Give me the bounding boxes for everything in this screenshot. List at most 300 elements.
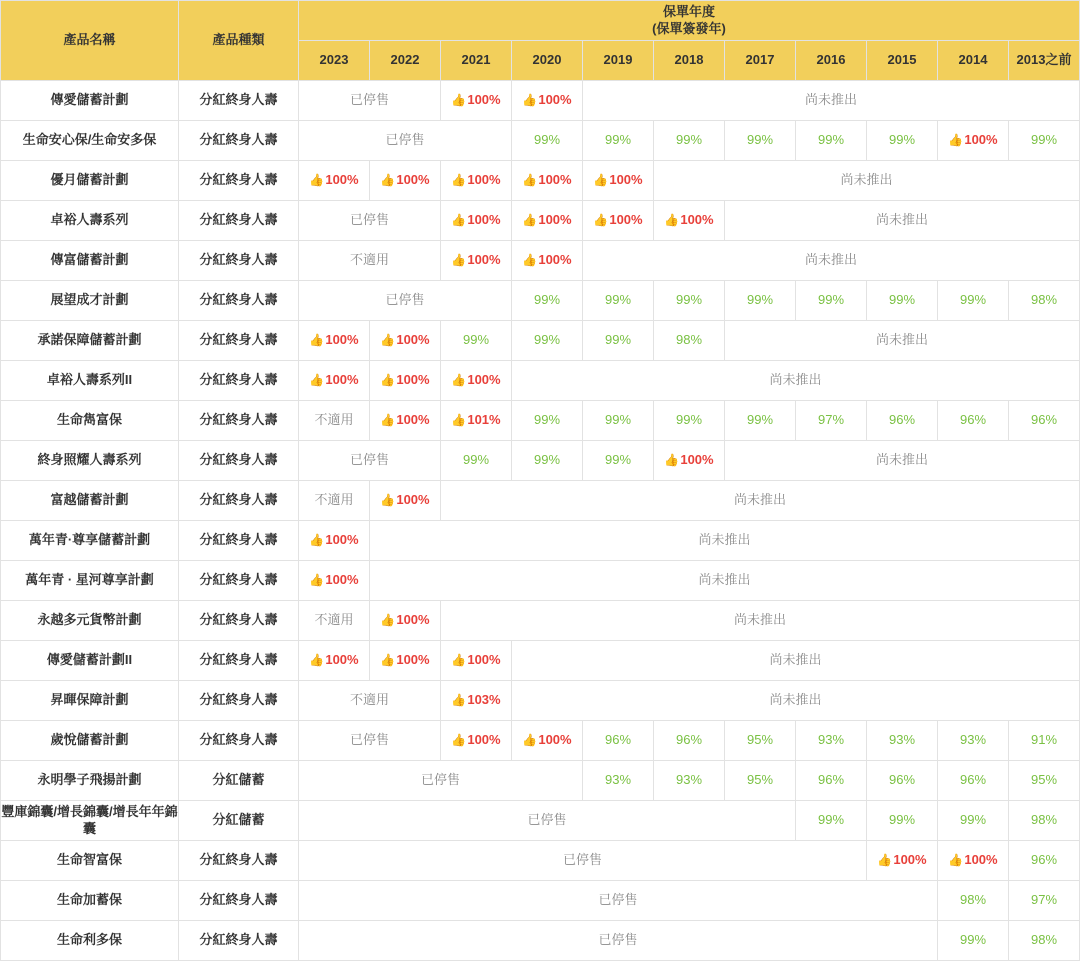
ratio-value: 100% (396, 372, 430, 388)
ratio-cell (583, 201, 654, 241)
ratio-cell (938, 401, 1009, 441)
ratio-value: 100% (396, 332, 430, 348)
ratio-value: 100% (467, 92, 501, 108)
thumbs-up-icon: 👍 (309, 333, 325, 348)
ratio-cell (796, 121, 867, 161)
ratio-cell (583, 761, 654, 801)
ratio-value: 99% (888, 812, 916, 828)
ratio-value: 95% (746, 732, 774, 748)
thumbs-up-icon: 👍 (309, 533, 325, 548)
product-type-cell: 分紅終身人壽 (179, 481, 299, 521)
product-name-cell: 萬年青 · 星河尊享計劃 (1, 561, 179, 601)
product-type-cell: 分紅終身人壽 (179, 521, 299, 561)
ratio-value: 100% (680, 212, 714, 228)
ratio-cell (441, 201, 512, 241)
ratio-value: 尚未推出 (733, 612, 786, 628)
thumbs-up-icon: 👍 (522, 253, 538, 268)
ratio-value: 已停售 (598, 932, 638, 948)
header-policy-year (299, 1, 1080, 41)
product-name-cell: 生命雋富保 (1, 401, 179, 441)
product-type-cell: 分紅終身人壽 (179, 601, 299, 641)
ratio-cell (867, 801, 938, 841)
thumbs-up-icon: 👍 (451, 253, 467, 268)
ratio-cell (512, 321, 583, 361)
ratio-value: 96% (817, 772, 845, 788)
table-row (1, 881, 1080, 921)
table-body (1, 81, 1080, 961)
ratio-cell (441, 721, 512, 761)
thumbs-up-icon: 👍 (522, 93, 538, 108)
table-row (1, 761, 1080, 801)
ratio-value: 99% (959, 812, 987, 828)
table-row (1, 241, 1080, 281)
ratio-cell (512, 161, 583, 201)
ratio-cell (867, 281, 938, 321)
thumbs-up-icon: 👍 (451, 213, 467, 228)
ratio-value: 100% (538, 92, 572, 108)
table-row (1, 201, 1080, 241)
policy-year-subtitle: (保單簽發年) (652, 20, 726, 36)
ratio-cell (654, 281, 725, 321)
ratio-cell (1009, 721, 1080, 761)
thumbs-up-icon: 👍 (948, 853, 964, 868)
ratio-cell (725, 321, 1080, 361)
ratio-cell (299, 521, 370, 561)
table-row (1, 921, 1080, 961)
ratio-value: 99% (604, 132, 632, 148)
thumbs-up-icon: 👍 (309, 173, 325, 188)
thumbs-up-icon: 👍 (380, 173, 396, 188)
product-type-cell: 分紅終身人壽 (179, 441, 299, 481)
ratio-cell (725, 401, 796, 441)
table-row (1, 721, 1080, 761)
ratio-cell (370, 561, 1080, 601)
ratio-value: 100% (467, 732, 501, 748)
product-name-cell: 歲悅儲蓄計劃 (1, 721, 179, 761)
header-year-2020: 2020 (512, 41, 583, 81)
ratio-value: 100% (467, 252, 501, 268)
product-name-cell: 卓裕人壽系列II (1, 361, 179, 401)
product-type-cell: 分紅終身人壽 (179, 721, 299, 761)
ratio-cell (796, 761, 867, 801)
ratio-cell (299, 801, 796, 841)
ratio-cell (512, 681, 1080, 721)
ratio-cell (1009, 401, 1080, 441)
ratio-value: 99% (959, 292, 987, 308)
ratio-cell (583, 441, 654, 481)
ratio-value: 99% (675, 412, 703, 428)
product-type-cell: 分紅儲蓄 (179, 761, 299, 801)
ratio-cell (654, 761, 725, 801)
header-year-2017: 2017 (725, 41, 796, 81)
table-row (1, 841, 1080, 881)
ratio-cell (512, 721, 583, 761)
ratio-value: 96% (604, 732, 632, 748)
header-year-2019: 2019 (583, 41, 654, 81)
ratio-cell (512, 401, 583, 441)
ratio-cell (725, 281, 796, 321)
ratio-value: 99% (533, 452, 561, 468)
ratio-value: 100% (325, 652, 359, 668)
ratio-cell (370, 641, 441, 681)
ratio-cell (867, 761, 938, 801)
product-name-cell: 豐庫錦囊/增長錦囊/增長年年錦囊 (1, 801, 179, 841)
product-type-cell: 分紅儲蓄 (179, 801, 299, 841)
ratio-value: 已停售 (385, 132, 425, 148)
ratio-value: 100% (538, 252, 572, 268)
thumbs-up-icon: 👍 (309, 373, 325, 388)
ratio-cell (299, 601, 370, 641)
ratio-cell (938, 801, 1009, 841)
ratio-cell (1009, 841, 1080, 881)
ratio-value: 100% (325, 332, 359, 348)
product-name-cell: 優月儲蓄計劃 (1, 161, 179, 201)
ratio-value: 100% (964, 132, 998, 148)
ratio-cell (441, 481, 1080, 521)
ratio-value: 已停售 (527, 812, 567, 828)
ratio-value: 100% (325, 172, 359, 188)
ratio-value: 不適用 (314, 492, 354, 508)
table-row (1, 601, 1080, 641)
ratio-cell (299, 681, 441, 721)
ratio-cell (299, 281, 512, 321)
ratio-cell (583, 281, 654, 321)
thumbs-up-icon: 👍 (380, 413, 396, 428)
table-row (1, 161, 1080, 201)
table-row (1, 121, 1080, 161)
ratio-cell (938, 281, 1009, 321)
ratio-cell (654, 401, 725, 441)
ratio-cell (512, 201, 583, 241)
ratio-value: 99% (746, 412, 774, 428)
product-name-cell: 承諾保障儲蓄計劃 (1, 321, 179, 361)
ratio-cell (938, 841, 1009, 881)
ratio-cell (867, 841, 938, 881)
ratio-cell (583, 721, 654, 761)
thumbs-up-icon: 👍 (593, 213, 609, 228)
ratio-value: 已停售 (349, 732, 389, 748)
product-name-cell: 昇暉保障計劃 (1, 681, 179, 721)
header-year-2016: 2016 (796, 41, 867, 81)
ratio-cell (299, 841, 867, 881)
ratio-value: 已停售 (349, 452, 389, 468)
ratio-value: 99% (746, 132, 774, 148)
table-row (1, 801, 1080, 841)
ratio-value: 不適用 (314, 612, 354, 628)
ratio-value: 已停售 (562, 852, 602, 868)
ratio-cell (654, 121, 725, 161)
thumbs-up-icon: 👍 (380, 373, 396, 388)
ratio-cell (441, 601, 1080, 641)
ratio-value: 100% (680, 452, 714, 468)
header-year-2014: 2014 (938, 41, 1009, 81)
product-type-cell: 分紅終身人壽 (179, 321, 299, 361)
ratio-value: 尚未推出 (804, 92, 857, 108)
table-row (1, 521, 1080, 561)
ratio-cell (441, 321, 512, 361)
ratio-cell (654, 321, 725, 361)
ratio-value: 96% (888, 412, 916, 428)
ratio-cell (938, 921, 1009, 961)
ratio-value: 98% (959, 892, 987, 908)
ratio-cell (299, 481, 370, 521)
ratio-cell (299, 881, 938, 921)
ratio-cell (867, 401, 938, 441)
ratio-value: 尚未推出 (733, 492, 786, 508)
ratio-value: 已停售 (598, 892, 638, 908)
ratio-cell (299, 721, 441, 761)
thumbs-up-icon: 👍 (664, 213, 680, 228)
ratio-value: 96% (959, 772, 987, 788)
ratio-cell (796, 281, 867, 321)
ratio-value: 已停售 (385, 292, 425, 308)
ratio-value: 93% (959, 732, 987, 748)
thumbs-up-icon: 👍 (522, 213, 538, 228)
header-row-top (1, 1, 1080, 41)
table-row (1, 321, 1080, 361)
ratio-cell (370, 481, 441, 521)
header-year-2013之前: 2013之前 (1009, 41, 1080, 81)
ratio-value: 95% (1030, 772, 1058, 788)
policy-year-title: 保單年度 (662, 4, 715, 20)
table-row (1, 481, 1080, 521)
thumbs-up-icon: 👍 (593, 173, 609, 188)
thumbs-up-icon: 👍 (522, 173, 538, 188)
ratio-value: 99% (533, 132, 561, 148)
ratio-cell (938, 761, 1009, 801)
ratio-value: 99% (959, 932, 987, 948)
product-name-cell: 永明學子飛揚計劃 (1, 761, 179, 801)
ratio-value: 99% (533, 332, 561, 348)
thumbs-up-icon: 👍 (451, 373, 467, 388)
ratio-cell (654, 201, 725, 241)
product-type-cell: 分紅終身人壽 (179, 641, 299, 681)
header-year-2021: 2021 (441, 41, 512, 81)
ratio-cell (512, 361, 1080, 401)
ratio-value: 99% (462, 332, 490, 348)
ratio-cell (370, 401, 441, 441)
ratio-cell (299, 161, 370, 201)
ratio-value: 不適用 (349, 692, 389, 708)
ratio-value: 99% (817, 292, 845, 308)
ratio-value: 99% (1030, 132, 1058, 148)
table-row (1, 441, 1080, 481)
ratio-value: 99% (462, 452, 490, 468)
ratio-cell (299, 921, 938, 961)
ratio-value: 100% (467, 172, 501, 188)
ratio-value: 96% (959, 412, 987, 428)
ratio-cell (654, 161, 1080, 201)
ratio-value: 103% (467, 692, 501, 708)
product-type-cell: 分紅終身人壽 (179, 361, 299, 401)
product-name-cell: 展望成才計劃 (1, 281, 179, 321)
ratio-value: 尚未推出 (769, 692, 822, 708)
ratio-value: 99% (604, 412, 632, 428)
product-name-cell: 富越儲蓄計劃 (1, 481, 179, 521)
ratio-value: 100% (538, 172, 572, 188)
ratio-value: 100% (609, 212, 643, 228)
ratio-value: 100% (396, 492, 430, 508)
ratio-cell (299, 121, 512, 161)
ratio-value: 尚未推出 (875, 452, 928, 468)
ratio-value: 95% (746, 772, 774, 788)
ratio-cell (1009, 881, 1080, 921)
ratio-value: 100% (467, 652, 501, 668)
ratio-cell (583, 321, 654, 361)
product-name-cell: 生命智富保 (1, 841, 179, 881)
thumbs-up-icon: 👍 (522, 733, 538, 748)
ratio-cell (512, 441, 583, 481)
ratio-value: 93% (604, 772, 632, 788)
ratio-cell (299, 361, 370, 401)
ratio-cell (654, 441, 725, 481)
ratio-value: 尚未推出 (875, 332, 928, 348)
table-row (1, 281, 1080, 321)
ratio-value: 97% (817, 412, 845, 428)
ratio-value: 100% (396, 652, 430, 668)
ratio-value: 99% (675, 132, 703, 148)
ratio-value: 101% (467, 412, 501, 428)
product-type-cell: 分紅終身人壽 (179, 241, 299, 281)
ratio-cell (512, 121, 583, 161)
ratio-cell (1009, 801, 1080, 841)
product-type-cell: 分紅終身人壽 (179, 681, 299, 721)
ratio-value: 尚未推出 (769, 372, 822, 388)
header-year-2023: 2023 (299, 41, 370, 81)
ratio-value: 99% (888, 292, 916, 308)
ratio-cell (1009, 281, 1080, 321)
ratio-value: 96% (675, 732, 703, 748)
product-name-cell: 永越多元貨幣計劃 (1, 601, 179, 641)
ratio-value: 100% (467, 212, 501, 228)
ratio-value: 100% (396, 612, 430, 628)
thumbs-up-icon: 👍 (309, 653, 325, 668)
ratio-cell (370, 321, 441, 361)
ratio-cell (725, 761, 796, 801)
product-name-cell: 卓裕人壽系列 (1, 201, 179, 241)
ratio-value: 100% (538, 212, 572, 228)
ratio-cell (725, 441, 1080, 481)
product-name-cell: 生命加蓄保 (1, 881, 179, 921)
ratio-value: 93% (817, 732, 845, 748)
ratio-value: 99% (604, 452, 632, 468)
ratio-value: 99% (817, 132, 845, 148)
product-type-cell: 分紅終身人壽 (179, 401, 299, 441)
product-type-cell: 分紅終身人壽 (179, 281, 299, 321)
table-row (1, 681, 1080, 721)
ratio-value: 不適用 (349, 252, 389, 268)
ratio-cell (370, 161, 441, 201)
product-type-cell: 分紅終身人壽 (179, 161, 299, 201)
product-type-cell: 分紅終身人壽 (179, 881, 299, 921)
thumbs-up-icon: 👍 (877, 853, 893, 868)
product-type-cell: 分紅終身人壽 (179, 121, 299, 161)
ratio-cell (441, 81, 512, 121)
ratio-cell (654, 721, 725, 761)
thumbs-up-icon: 👍 (451, 653, 467, 668)
ratio-cell (441, 681, 512, 721)
ratio-cell (1009, 761, 1080, 801)
table-row (1, 401, 1080, 441)
ratio-value: 100% (396, 172, 430, 188)
table-row (1, 561, 1080, 601)
ratio-cell (583, 161, 654, 201)
ratio-value: 99% (533, 412, 561, 428)
ratio-cell (583, 401, 654, 441)
ratio-cell (867, 121, 938, 161)
product-name-cell: 傳愛儲蓄計劃II (1, 641, 179, 681)
product-type-cell: 分紅終身人壽 (179, 561, 299, 601)
ratio-value: 100% (396, 412, 430, 428)
table-row (1, 81, 1080, 121)
ratio-value: 100% (325, 372, 359, 388)
ratio-value: 96% (1030, 852, 1058, 868)
ratio-value: 已停售 (349, 92, 389, 108)
ratio-value: 99% (533, 292, 561, 308)
ratio-value: 98% (1030, 812, 1058, 828)
thumbs-up-icon: 👍 (451, 733, 467, 748)
thumbs-up-icon: 👍 (664, 453, 680, 468)
ratio-cell (512, 241, 583, 281)
header-year-2015: 2015 (867, 41, 938, 81)
ratio-value: 100% (538, 732, 572, 748)
ratio-cell (512, 641, 1080, 681)
ratio-cell (867, 721, 938, 761)
ratio-value: 98% (1030, 292, 1058, 308)
thumbs-up-icon: 👍 (380, 493, 396, 508)
ratio-value: 100% (467, 372, 501, 388)
ratio-value: 尚未推出 (769, 652, 822, 668)
ratio-value: 尚未推出 (875, 212, 928, 228)
ratio-value: 99% (888, 132, 916, 148)
ratio-cell (299, 441, 441, 481)
ratio-value: 尚未推出 (698, 532, 751, 548)
table-row (1, 361, 1080, 401)
thumbs-up-icon: 👍 (451, 413, 467, 428)
header-year-2018: 2018 (654, 41, 725, 81)
ratio-value: 99% (817, 812, 845, 828)
thumbs-up-icon: 👍 (451, 693, 467, 708)
thumbs-up-icon: 👍 (309, 573, 325, 588)
ratio-cell (583, 121, 654, 161)
ratio-cell (938, 121, 1009, 161)
ratio-value: 99% (604, 292, 632, 308)
ratio-cell (938, 721, 1009, 761)
table-row (1, 641, 1080, 681)
header-product-type: 產品種類 (179, 1, 299, 81)
ratio-value: 100% (893, 852, 927, 868)
ratio-cell (370, 361, 441, 401)
ratio-value: 99% (746, 292, 774, 308)
ratio-cell (938, 881, 1009, 921)
ratio-cell (512, 281, 583, 321)
ratio-cell (796, 401, 867, 441)
ratio-cell (1009, 121, 1080, 161)
ratio-cell (725, 201, 1080, 241)
thumbs-up-icon: 👍 (451, 173, 467, 188)
ratio-value: 100% (325, 572, 359, 588)
product-name-cell: 傳富儲蓄計劃 (1, 241, 179, 281)
ratio-cell (441, 641, 512, 681)
ratio-cell (796, 801, 867, 841)
ratio-value: 96% (1030, 412, 1058, 428)
ratio-value: 99% (604, 332, 632, 348)
ratio-cell (441, 441, 512, 481)
ratio-cell (299, 81, 441, 121)
product-name-cell: 生命利多保 (1, 921, 179, 961)
ratio-cell (441, 161, 512, 201)
ratio-value: 93% (888, 732, 916, 748)
